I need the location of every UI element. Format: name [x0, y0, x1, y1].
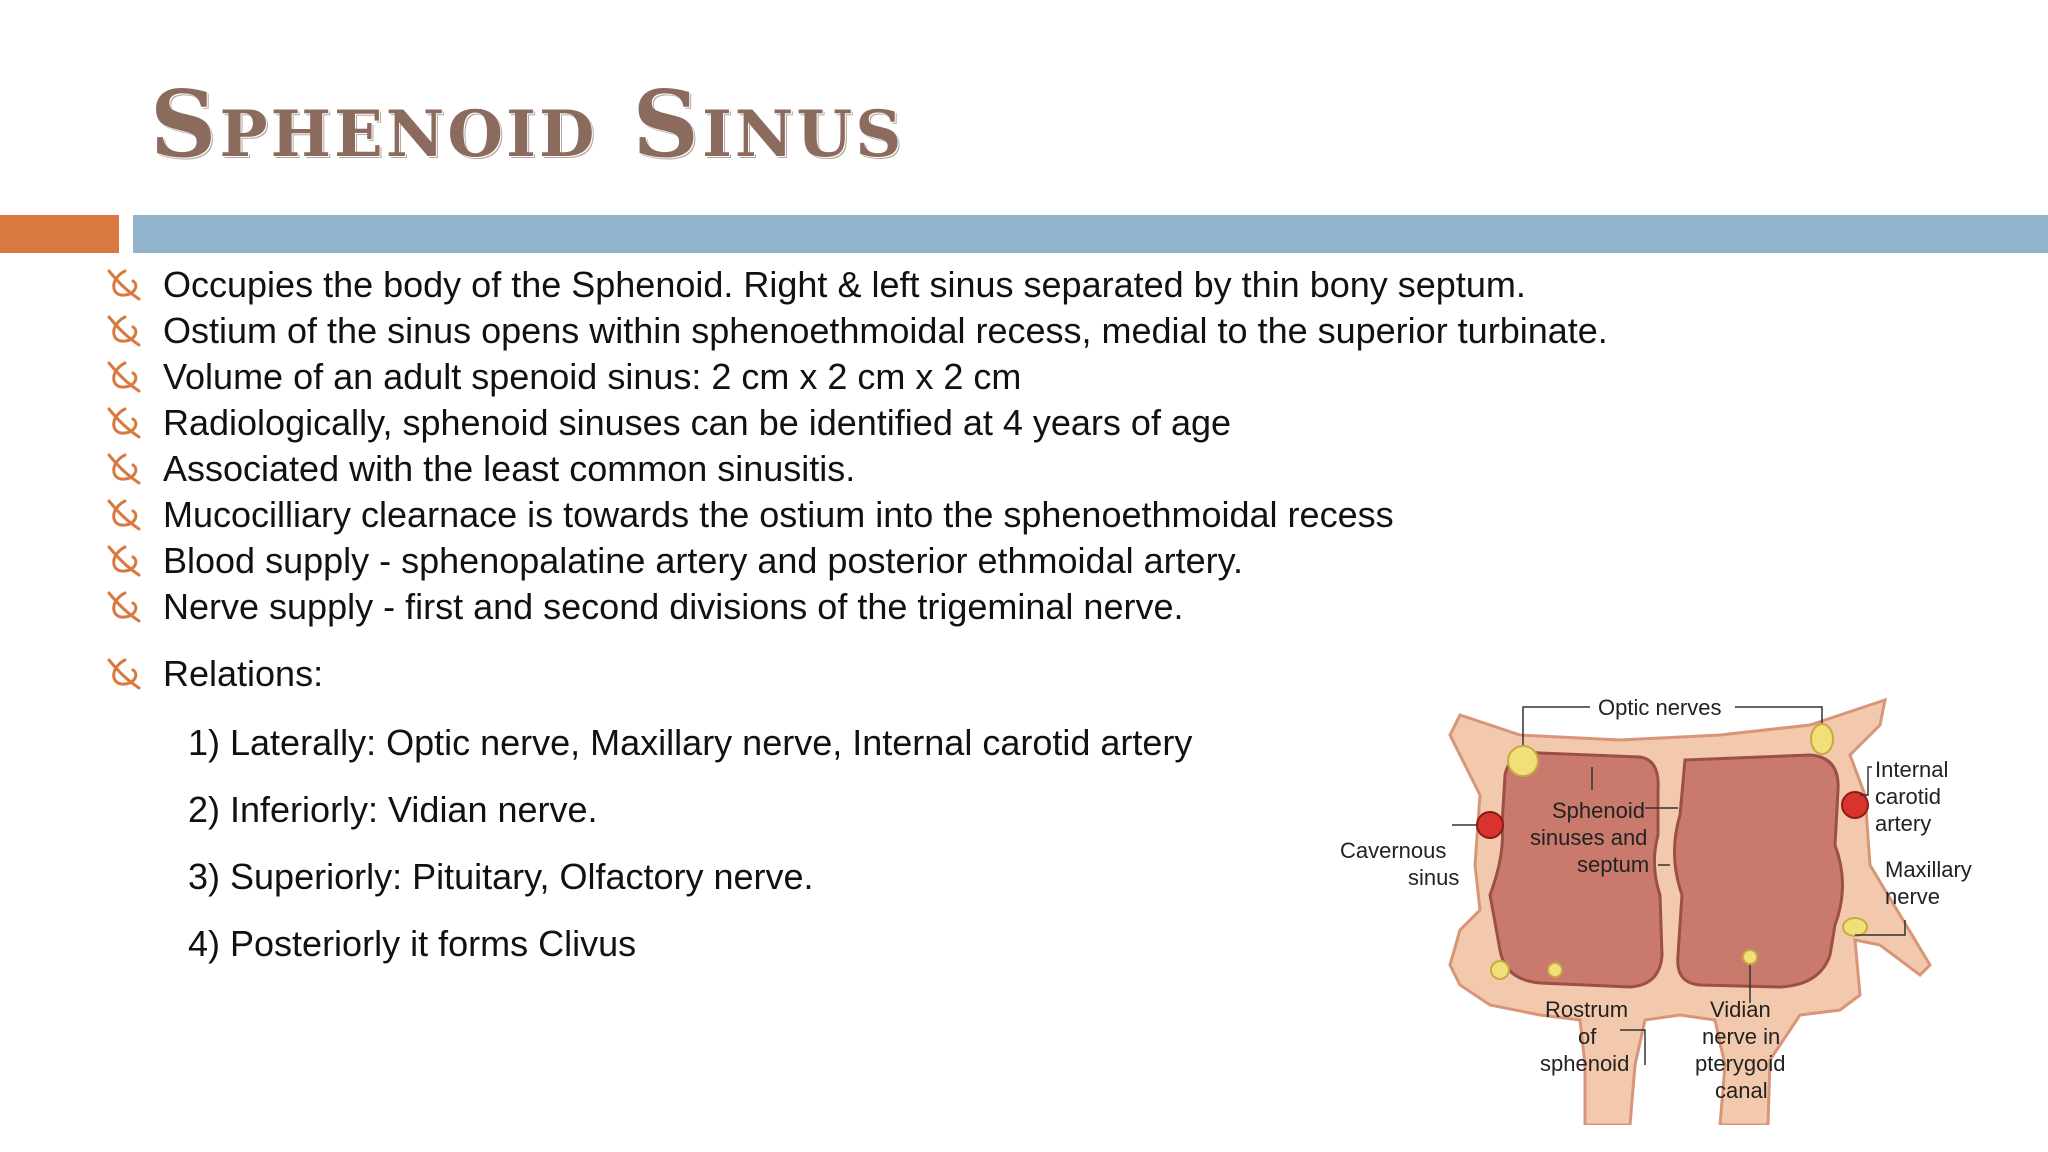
relations-heading	[105, 653, 323, 695]
relation-item: 4) Posteriorly it forms Clivus	[188, 923, 637, 964]
accent-bar-orange	[0, 215, 119, 253]
label-internal-carotid-2: carotid	[1875, 784, 1942, 809]
label-vidian-1: Vidian	[1710, 997, 1771, 1022]
relation-item: 1) Laterally: Optic nerve, Maxillary nerve, Internal carotid artery	[188, 722, 1193, 763]
curly-bullet-icon	[105, 495, 145, 535]
left-vidian-nerve	[1548, 963, 1562, 977]
list-item	[105, 308, 1608, 354]
maxillary-nerve	[1843, 918, 1867, 936]
bullet-text: Mucocilliary clearnace is towards the ostium into the sphenoethmoidal recess	[163, 494, 1394, 535]
left-optic-nerve	[1508, 746, 1538, 776]
label-vidian-2: nerve in	[1702, 1024, 1781, 1049]
bullet-text: Associated with the least common sinusitis.	[163, 448, 856, 489]
curly-bullet-icon	[105, 541, 145, 581]
curly-bullet-icon	[105, 403, 145, 443]
bullet-text: Nerve supply - first and second divisions of the trigeminal nerve.	[163, 586, 1184, 627]
label-maxillary-1: Maxillary	[1885, 857, 1972, 882]
label-cavernous-2: sinus	[1408, 865, 1460, 890]
label-cavernous-1: Cavernous	[1340, 838, 1447, 863]
label-rostrum-2: of	[1578, 1024, 1597, 1049]
label-sphenoid-3: septum	[1577, 852, 1650, 877]
bullet-text: Ostium of the sinus opens within sphenoethmoidal recess, medial to the superior turbinate.	[163, 310, 1608, 351]
list-item	[105, 538, 1608, 584]
relations-list	[188, 722, 1192, 990]
curly-bullet-icon	[105, 311, 145, 351]
relation-item: 2) Inferiorly: Vidian nerve.	[188, 789, 598, 830]
right-optic-nerve	[1811, 724, 1833, 754]
bullet-text: Radiologically, sphenoid sinuses can be identified at 4 years of age	[163, 402, 1232, 443]
list-item	[105, 354, 1608, 400]
bullet-list	[105, 262, 1608, 630]
relation-item: 3) Superiorly: Pituitary, Olfactory nerve.	[188, 856, 814, 897]
list-item	[105, 262, 1608, 308]
label-sphenoid-1: Sphenoid	[1552, 798, 1645, 823]
bullet-text: Occupies the body of the Sphenoid. Right & left sinus separated by thin bony septum.	[163, 264, 1526, 305]
label-sphenoid-2: sinuses and	[1530, 825, 1648, 850]
label-vidian-4: canal	[1715, 1078, 1768, 1103]
right-vidian-nerve	[1743, 950, 1757, 964]
curly-bullet-icon	[105, 357, 145, 397]
curly-bullet-icon	[105, 449, 145, 489]
slide-title: Sphenoid Sinus	[150, 70, 905, 178]
curly-bullet-icon	[105, 265, 145, 305]
curly-bullet-icon	[105, 654, 145, 694]
list-item	[105, 446, 1608, 492]
label-vidian-3: pterygoid	[1695, 1051, 1786, 1076]
sphenoid-sinus-diagram	[1340, 665, 2000, 1125]
list-item	[105, 492, 1608, 538]
curly-bullet-icon	[105, 587, 145, 627]
relations-heading-text: Relations:	[163, 653, 324, 694]
bullet-text: Volume of an adult spenoid sinus: 2 cm x 2 cm x 2 cm	[163, 356, 1022, 397]
right-internal-carotid-artery	[1842, 792, 1868, 818]
list-item	[105, 584, 1608, 630]
label-rostrum-1: Rostrum	[1545, 997, 1629, 1022]
list-item	[105, 400, 1608, 446]
accent-bar-blue	[133, 215, 2048, 253]
label-internal-carotid-1: Internal	[1875, 757, 1949, 782]
left-internal-carotid-artery	[1477, 812, 1503, 838]
label-internal-carotid-3: artery	[1875, 811, 1932, 836]
right-sphenoid-sinus	[1674, 755, 1842, 987]
label-optic-nerves: Optic nerves	[1598, 695, 1722, 720]
bullet-text: Blood supply - sphenopalatine artery and posterior ethmoidal artery.	[163, 540, 1243, 581]
label-rostrum-3: sphenoid	[1540, 1051, 1630, 1076]
left-maxillary-nerve	[1491, 961, 1509, 979]
label-maxillary-2: nerve	[1885, 884, 1941, 909]
